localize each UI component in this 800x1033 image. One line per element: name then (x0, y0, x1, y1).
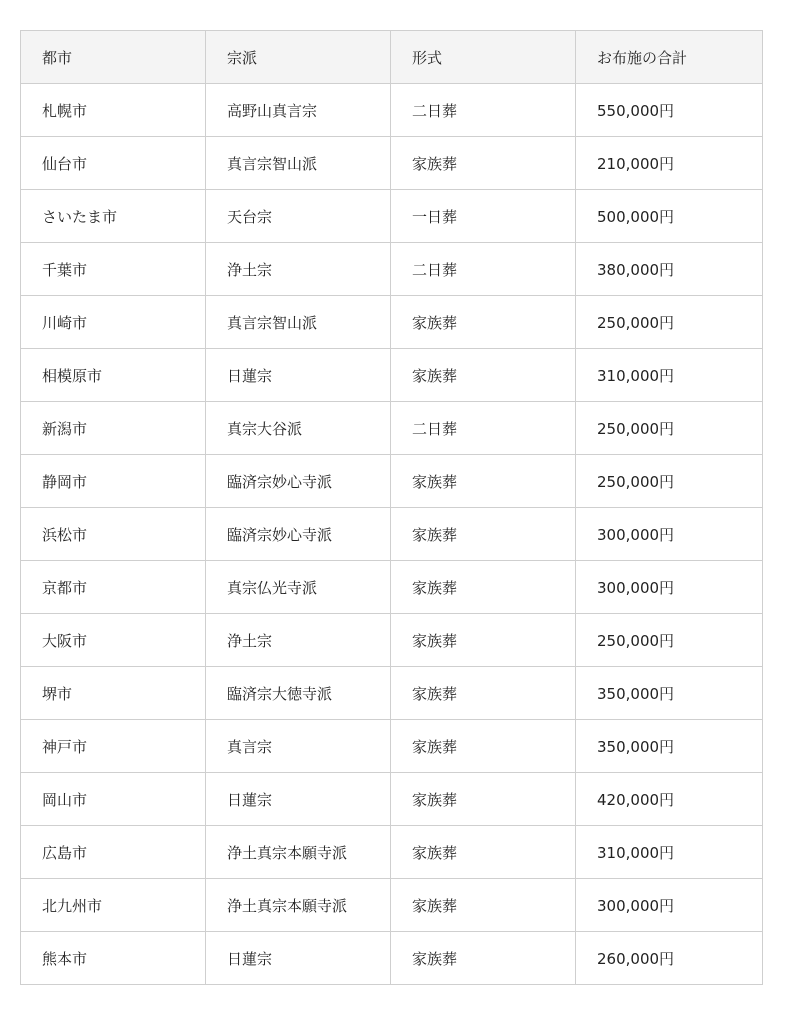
cell-sect: 臨済宗妙心寺派 (206, 455, 391, 508)
table-body (21, 84, 763, 985)
cell-format: 家族葬 (391, 455, 576, 508)
cell-sect: 真言宗 (206, 720, 391, 773)
cell-city: 仙台市 (21, 137, 206, 190)
table-row (21, 455, 763, 508)
table-row (21, 667, 763, 720)
table-row (21, 243, 763, 296)
cell-offering-total: 300,000円 (576, 508, 763, 561)
cell-sect: 臨済宗妙心寺派 (206, 508, 391, 561)
header-city: 都市 (21, 31, 206, 84)
table-row (21, 402, 763, 455)
cell-format: 家族葬 (391, 826, 576, 879)
cell-format: 家族葬 (391, 720, 576, 773)
header-sect: 宗派 (206, 31, 391, 84)
cell-offering-total: 500,000円 (576, 190, 763, 243)
header-row (21, 31, 763, 84)
cell-city: 浜松市 (21, 508, 206, 561)
cell-sect: 高野山真言宗 (206, 84, 391, 137)
cell-offering-total: 300,000円 (576, 879, 763, 932)
cell-format: 家族葬 (391, 508, 576, 561)
cell-offering-total: 550,000円 (576, 84, 763, 137)
cell-city: 千葉市 (21, 243, 206, 296)
cell-city: 札幌市 (21, 84, 206, 137)
cell-sect: 日蓮宗 (206, 932, 391, 985)
cell-format: 二日葬 (391, 243, 576, 296)
cell-format: 家族葬 (391, 667, 576, 720)
table-row (21, 614, 763, 667)
cell-city: 川崎市 (21, 296, 206, 349)
cell-format: 家族葬 (391, 561, 576, 614)
table-row (21, 561, 763, 614)
offering-table-container (20, 30, 762, 985)
cell-sect: 日蓮宗 (206, 349, 391, 402)
cell-city: 北九州市 (21, 879, 206, 932)
cell-sect: 真宗大谷派 (206, 402, 391, 455)
cell-format: 二日葬 (391, 402, 576, 455)
header-offering-total: お布施の合計 (576, 31, 763, 84)
table-row (21, 720, 763, 773)
cell-offering-total: 250,000円 (576, 614, 763, 667)
cell-city: 神戸市 (21, 720, 206, 773)
cell-city: 京都市 (21, 561, 206, 614)
cell-format: 家族葬 (391, 137, 576, 190)
cell-format: 家族葬 (391, 614, 576, 667)
table-row (21, 508, 763, 561)
cell-offering-total: 250,000円 (576, 455, 763, 508)
cell-sect: 浄土真宗本願寺派 (206, 826, 391, 879)
cell-city: 静岡市 (21, 455, 206, 508)
table-header (21, 31, 763, 84)
cell-city: 岡山市 (21, 773, 206, 826)
cell-offering-total: 350,000円 (576, 720, 763, 773)
header-format: 形式 (391, 31, 576, 84)
table-row (21, 879, 763, 932)
cell-offering-total: 350,000円 (576, 667, 763, 720)
cell-offering-total: 210,000円 (576, 137, 763, 190)
cell-sect: 浄土真宗本願寺派 (206, 879, 391, 932)
cell-format: 家族葬 (391, 932, 576, 985)
cell-format: 家族葬 (391, 349, 576, 402)
table-row (21, 773, 763, 826)
cell-city: 堺市 (21, 667, 206, 720)
cell-sect: 浄土宗 (206, 243, 391, 296)
cell-offering-total: 250,000円 (576, 296, 763, 349)
cell-sect: 真言宗智山派 (206, 137, 391, 190)
cell-city: 相模原市 (21, 349, 206, 402)
cell-sect: 真宗仏光寺派 (206, 561, 391, 614)
cell-format: 家族葬 (391, 296, 576, 349)
cell-sect: 臨済宗大徳寺派 (206, 667, 391, 720)
cell-offering-total: 300,000円 (576, 561, 763, 614)
cell-city: 熊本市 (21, 932, 206, 985)
cell-format: 家族葬 (391, 879, 576, 932)
cell-format: 一日葬 (391, 190, 576, 243)
cell-format: 二日葬 (391, 84, 576, 137)
cell-city: さいたま市 (21, 190, 206, 243)
table-row (21, 296, 763, 349)
cell-offering-total: 310,000円 (576, 826, 763, 879)
cell-city: 大阪市 (21, 614, 206, 667)
cell-sect: 日蓮宗 (206, 773, 391, 826)
offering-table (20, 30, 763, 985)
cell-city: 広島市 (21, 826, 206, 879)
cell-sect: 天台宗 (206, 190, 391, 243)
table-row (21, 932, 763, 985)
table-row (21, 826, 763, 879)
table-row (21, 190, 763, 243)
cell-offering-total: 420,000円 (576, 773, 763, 826)
cell-sect: 真言宗智山派 (206, 296, 391, 349)
cell-offering-total: 250,000円 (576, 402, 763, 455)
table-row (21, 349, 763, 402)
table-row (21, 137, 763, 190)
cell-city: 新潟市 (21, 402, 206, 455)
cell-format: 家族葬 (391, 773, 576, 826)
cell-offering-total: 380,000円 (576, 243, 763, 296)
cell-sect: 浄土宗 (206, 614, 391, 667)
table-row (21, 84, 763, 137)
cell-offering-total: 310,000円 (576, 349, 763, 402)
cell-offering-total: 260,000円 (576, 932, 763, 985)
